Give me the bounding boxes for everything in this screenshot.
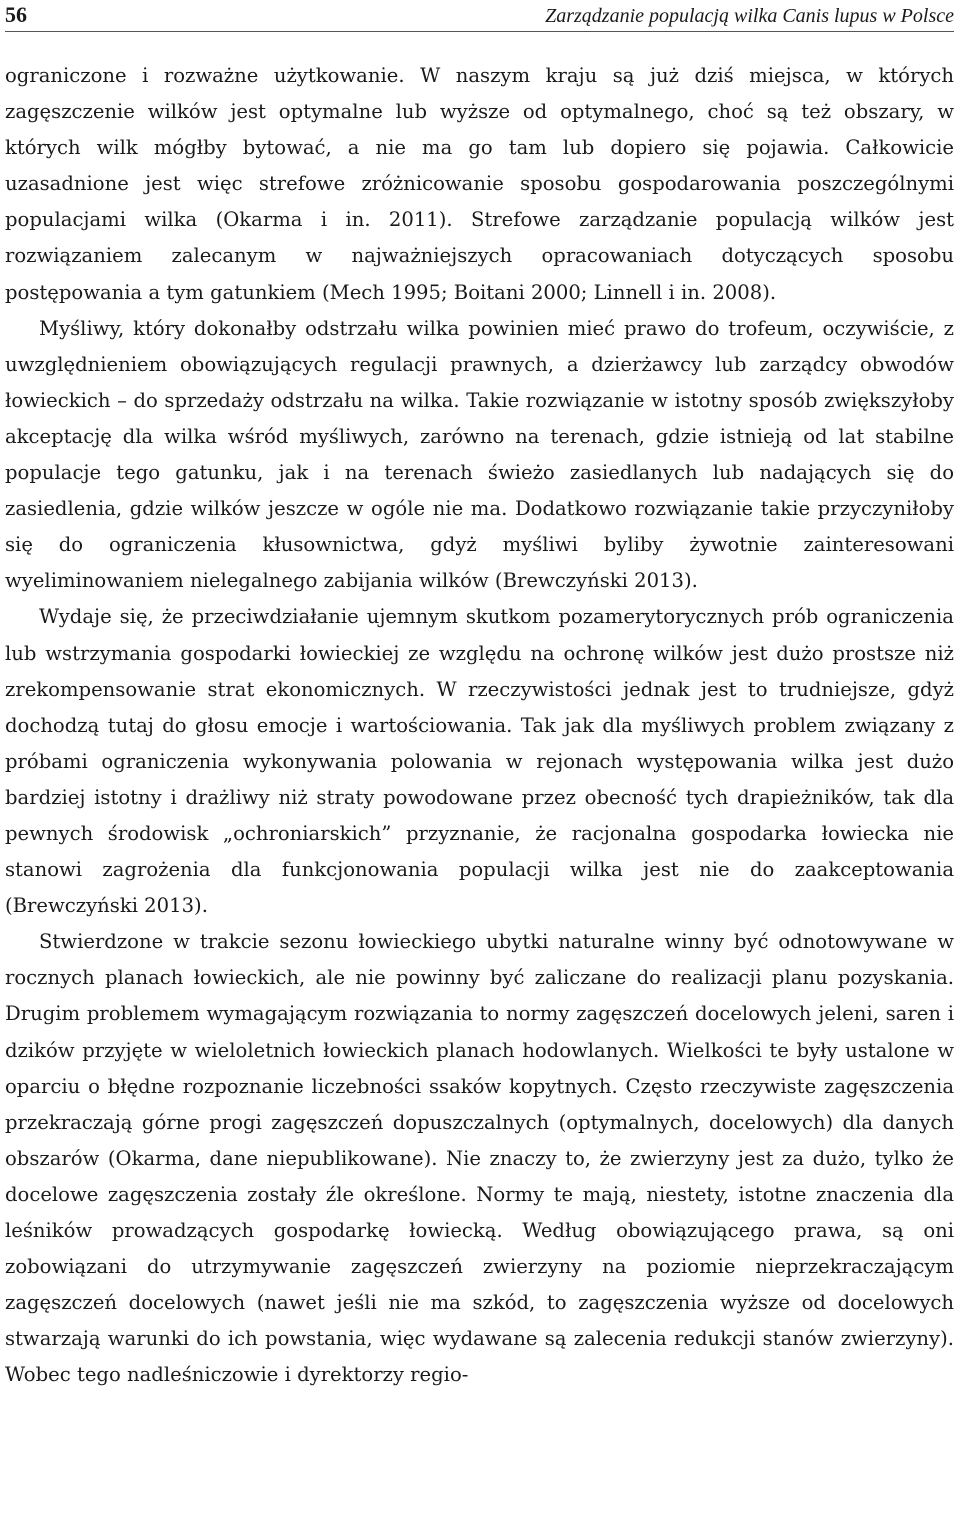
running-header [5, 0, 954, 32]
paragraph: Wydaje się, że przeciwdziałanie ujemnym skutkom pozamerytorycznych prób ograniczenia lub wstrzymania gospodarki łowieckiej ze względu na ochronę wilków jest dużo prostsze niż zrekompensowanie strat ekonomicznych. W rzeczywistości jednak jest to trudniejsze, gdyż dochodzą tutaj do głosu emocje i wartościowania. Tak jak dla myśliwych problem związany z próbami ograniczenia wykonywania polowania w rejonach występowania wilka jest dużo bardziej istotny i drażliwy niż straty powodowane przez obecność tych drapieżników, tak dla pewnych środowisk „ochroniarskich” przyznanie, że racjonalna gospodarka łowiecka nie stanowi zagrożenia dla funkcjonowania populacji wilka jest nie do zaakceptowania (Brewczyński 2013). [5, 605, 954, 918]
paragraph-continuation: ograniczone i rozważne użytkowanie. W naszym kraju są już dziś miejsca, w których zagęszczenie wilków jest optymalne lub wyższe od optymalnego, choć są też obszary, w których wilk mógłby bytować, a nie ma go tam lub dopiero się pojawia. Całkowicie uzasadnione jest więc strefowe zróżnicowanie sposobu gospodarowania poszczególnymi populacjami wilka (Okarma i in. 2011). Strefowe zarządzanie populacją wilków jest rozwiązaniem zalecanym w najważniejszych opracowaniach dotyczących sposobu postępowania a tym gatunkiem (Mech 1995; Boitani 2000; Linnell i in. 2008). [5, 64, 954, 304]
body-text [5, 58, 954, 1393]
paragraph: Stwierdzone w trakcie sezonu łowieckiego ubytki naturalne winny być odnotowywane w rocznych planach łowieckich, ale nie powinny być zaliczane do realizacji planu pozyskania. Drugim problemem wymagającym rozwiązania to normy zagęszczeń docelowych jeleni, saren i dzików przyjęte w wieloletnich łowieckich planach hodowlanych. Wielkości te były ustalone w oparciu o błędne rozpoznanie liczebności ssaków kopytnych. Często rzeczywiste zagęszczenia przekraczają górne progi zagęszczeń dopuszczalnych (optymalnych, docelowych) dla danych obszarów (Okarma, dane niepublikowane). Nie znaczy to, że zwierzyny jest za dużo, tylko że docelowe zagęszczenia zostały źle określone. Normy te mają, niestety, istotne znaczenia dla leśników prowadzących gospodarkę łowiecką. Według obowiązującego prawa, są oni zobowiązani do utrzymywanie zagęszczeń zwierzyny na poziomie nieprzekraczającym zagęszczeń docelowych (nawet jeśli nie ma szkód, to zagęszczenia wyższe od docelowych stwarzają warunki do ich powstania, więc wydawane są zalecenia redukcji stanów zwierzyny). Wobec tego nadleśniczowie i dyrektorzy regio- [5, 930, 954, 1387]
running-title: Zarządzanie populacją wilka Canis lupus w Polsce [545, 5, 954, 27]
paragraph: Myśliwy, który dokonałby odstrzału wilka powinien mieć prawo do trofeum, oczywiście, z uwzględnieniem obowiązujących regulacji prawnych, a dzierżawcy lub zarządcy obwodów łowieckich – do sprzedaży odstrzału na wilka. Takie rozwiązanie w istotny sposób zwiększyłoby akceptację dla wilka wśród myśliwych, zarówno na terenach, gdzie istnieją od lat stabilne populacje tego gatunku, jak i na terenach świeżo zasiedlanych lub nadających się do zasiedlenia, gdzie wilków jeszcze w ogóle nie ma. Dodatkowo rozwiązanie takie przyczyniłoby się do ograniczenia kłusownictwa, gdyż myśliwi byliby żywotnie zainteresowani wyeliminowaniem nielegalnego zabijania wilków (Brewczyński 2013). [5, 316, 954, 593]
page-number: 56 [5, 2, 27, 27]
